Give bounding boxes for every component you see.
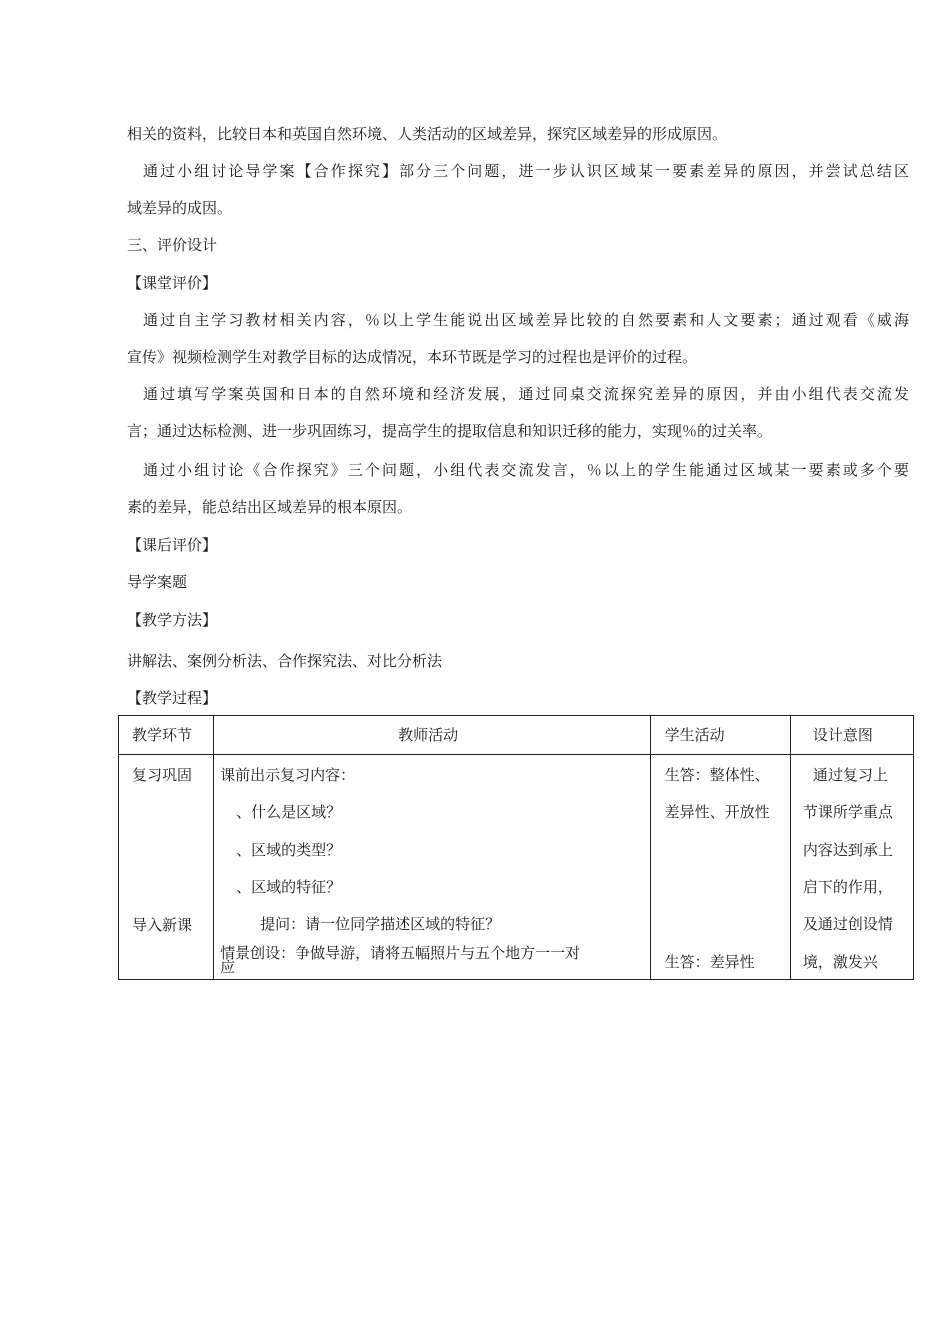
teacher-line: 、什么是区域？: [236, 803, 342, 821]
stage-label: 复习巩固: [132, 766, 193, 784]
paragraph-line: 导学案题: [127, 573, 188, 591]
intent-line: 通过复习上: [812, 766, 888, 784]
design-intent-cell: [790, 755, 913, 980]
subsection-heading: 【课后评价】: [127, 536, 218, 554]
paragraph-line: 素的差异，能总结出区域差异的根本原因。: [127, 498, 413, 516]
header-label: 教学环节: [132, 726, 193, 744]
teacher-line: 、区域的特征？: [236, 878, 342, 896]
header-cell: [214, 716, 651, 755]
header-cell: [790, 716, 913, 755]
header-label: 学生活动: [664, 726, 725, 744]
teacher-line: 应: [220, 960, 236, 974]
header-cell: [119, 716, 214, 755]
paragraph-line: 通过自主学习教材相关内容，％以上学生能说出区域差异比较的自然要素和人文要素；通过观看《威海: [143, 311, 909, 329]
intent-line: 节课所学重点: [802, 803, 893, 821]
student-line: 生答：差异性: [664, 953, 755, 971]
teacher-line: 、区域的类型？: [236, 841, 342, 859]
teacher-line: 课前出示复习内容：: [220, 766, 356, 784]
paragraph-line: 言；通过达标检测、进一步巩固练习，提高学生的提取信息和知识迁移的能力，实现％的过关率。: [127, 422, 773, 440]
table-header-row: [119, 716, 914, 755]
table-row: [119, 755, 914, 980]
header-label: 教师活动: [398, 726, 459, 744]
paragraph-line: 宣传》视频检测学生对教学目标的达成情况，本环节既是学习的过程也是评价的过程。: [127, 348, 698, 366]
section-heading: 三、评价设计: [127, 236, 218, 254]
paragraph-line: 通过填写学案英国和日本的自然环境和经济发展，通过同桌交流探究差异的原因，并由小组代表交流发: [143, 385, 909, 403]
paragraph-line: 相关的资料，比较日本和英国自然环境、人类活动的区域差异，探究区域差异的形成原因。: [127, 125, 728, 143]
subsection-heading: 【教学过程】: [127, 689, 218, 707]
intent-line: 境，激发兴: [802, 953, 878, 971]
intent-line: 及通过创设情: [802, 915, 893, 933]
paragraph-line: 域差异的成因。: [127, 199, 233, 217]
subsection-heading: 【教学方法】: [127, 611, 218, 629]
header-cell: [650, 716, 790, 755]
stage-cell: [119, 755, 214, 980]
teacher-line: 情景创设：争做导游，请将五幅照片与五个地方一一对: [220, 944, 581, 962]
teacher-activity-cell: [214, 755, 651, 980]
teacher-line: 提问：请一位同学描述区域的特征？: [260, 915, 501, 933]
intent-line: 启下的作用，: [802, 878, 893, 896]
student-line: 生答：整体性、: [664, 766, 770, 784]
student-activity-cell: [650, 755, 790, 980]
subsection-heading: 【课堂评价】: [127, 274, 218, 292]
stage-label: 导入新课: [132, 916, 193, 934]
paragraph-line: 讲解法、案例分析法、合作探究法、对比分析法: [127, 652, 443, 670]
student-line: 差异性、开放性: [664, 803, 770, 821]
teaching-process-table: [118, 715, 914, 980]
paragraph-line: 通过小组讨论导学案【合作探究】部分三个问题，进一步认识区域某一要素差异的原因，并尝试总结区: [143, 162, 909, 180]
intent-line: 内容达到承上: [802, 841, 893, 859]
paragraph-line: 通过小组讨论《合作探究》三个问题，小组代表交流发言，％以上的学生能通过区域某一要素或多个要: [143, 461, 909, 479]
header-label: 设计意图: [812, 726, 873, 744]
